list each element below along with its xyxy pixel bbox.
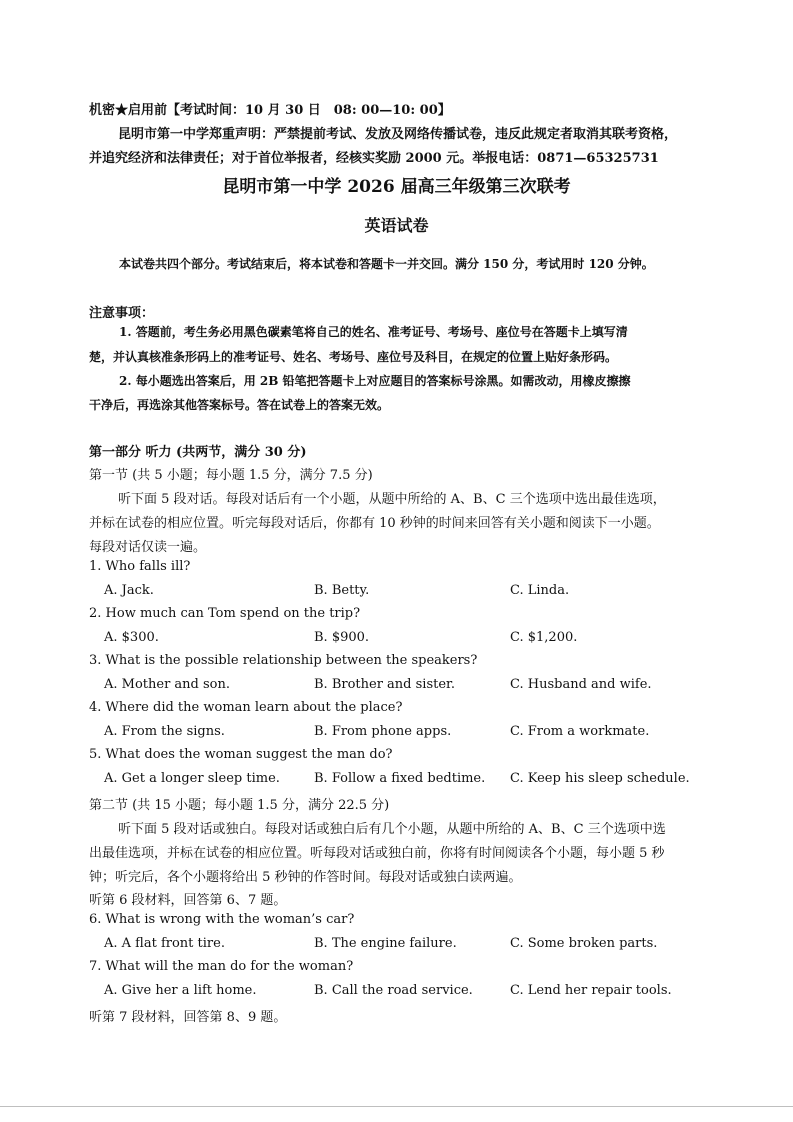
page-subtitle: 英语试卷 [364, 216, 429, 235]
option-a: A. Jack. [104, 583, 154, 598]
material-7: 听第 7 段材料，回答第 8、9 题。 [89, 1010, 287, 1025]
notes-item2-line2: 干净后，再选涂其他答案标号。答在试卷上的答案无效。 [89, 398, 390, 412]
exam-time-line: 机密★启用前【考试时间：10 月 30 日 08: 00—10: 00】 [89, 103, 451, 118]
section1-instr-line1: 听下面 5 段对话。每段对话后有一个小题，从题中所给的 A、B、C 三个选项中选出最佳选项， [118, 492, 666, 507]
option-c: C. Lend her repair tools. [510, 983, 672, 998]
option-b: B. Call the road service. [314, 983, 473, 998]
option-b: B. Betty. [314, 583, 370, 598]
option-a: A. $300. [104, 630, 159, 645]
option-a: A. Mother and son. [104, 677, 231, 692]
question: 2. How much can Tom spend on the trip? [89, 606, 361, 621]
section1-instr-line3: 每段对话仅读一遍。 [89, 540, 207, 555]
option-b: B. Brother and sister. [314, 677, 455, 692]
material-6: 听第 6 段材料，回答第 6、7 题。 [89, 893, 287, 908]
option-b: B. From phone apps. [314, 724, 452, 739]
option-b: B. Follow a fixed bedtime. [314, 771, 486, 786]
section2-instr-line2: 出最佳选项，并标在试卷的相应位置。听每段对话或独白前，你将有时间阅读各个小题，每小题 5 秒 [89, 846, 665, 861]
exam-intro: 本试卷共四个部分。考试结束后，将本试卷和答题卡一并交回。满分 150 分，考试用时 120 分钟。 [119, 257, 654, 271]
option-a: A. Get a longer sleep time. [104, 771, 280, 786]
question: 7. What will the man do for the woman? [89, 959, 354, 974]
option-b: B. The engine failure. [314, 936, 457, 951]
question: 5. What does the woman suggest the man do? [89, 747, 393, 762]
page-bottom-divider [0, 1106, 793, 1107]
option-c: C. Husband and wife. [510, 677, 652, 692]
notes-item1-line1: 1. 答题前，考生务必用黑色碳素笔将自己的姓名、准考证号、考场号、座位号在答题卡上填写清 [119, 325, 628, 339]
notes-item2-line1: 2. 每小题选出答案后，用 2B 铅笔把答题卡上对应题目的答案标号涂黑。如需改动，用橡皮擦擦 [119, 374, 631, 388]
page-title: 昆明市第一中学 2026 届高三年级第三次联考 [222, 177, 571, 197]
option-c: C. Linda. [510, 583, 570, 598]
option-a: A. From the signs. [104, 724, 225, 739]
option-c: C. From a workmate. [510, 724, 650, 739]
option-c: C. Some broken parts. [510, 936, 658, 951]
option-a: A. A flat front tire. [104, 936, 225, 951]
section2-instr-line3: 钟；听完后，各个小题将给出 5 秒钟的作答时间。每段对话或独白读两遍。 [89, 870, 522, 885]
question: 3. What is the possible relationship between the speakers? [89, 653, 478, 668]
option-c: C. $1,200. [510, 630, 578, 645]
option-c: C. Keep his sleep schedule. [510, 771, 690, 786]
section2-heading: 第二节 (共 15 小题；每小题 1.5 分，满分 22.5 分) [89, 798, 390, 813]
notes-heading: 注意事项： [89, 306, 155, 321]
section1-heading: 第一节 (共 5 小题；每小题 1.5 分，满分 7.5 分) [89, 468, 373, 483]
notice-line-1: 昆明市第一中学郑重声明：严禁提前考试、发放及网络传播试卷，违反此规定者取消其联考资格， [118, 127, 678, 142]
question: 6. What is wrong with the woman’s car? [89, 912, 355, 927]
question: 1. Who falls ill? [89, 559, 191, 574]
part1-heading: 第一部分 听力 (共两节，满分 30 分) [89, 445, 307, 460]
section2-instr-line1: 听下面 5 段对话或独白。每段对话或独白后有几个小题，从题中所给的 A、B、C 三个选项中选 [118, 822, 666, 837]
question: 4. Where did the woman learn about the place? [89, 700, 403, 715]
option-b: B. $900. [314, 630, 370, 645]
section1-instr-line2: 并标在试卷的相应位置。听完每段对话后，你都有 10 秒钟的时间来回答有关小题和阅读下一小题。 [89, 516, 660, 531]
notice-line-2: 并追究经济和法律责任；对于首位举报者，经核实奖励 2000 元。举报电话：0871—65325731 [89, 151, 659, 166]
notes-item1-line2: 楚，并认真核准条形码上的准考证号、姓名、考场号、座位号及科目，在规定的位置上贴好条形码。 [89, 350, 618, 364]
option-a: A. Give her a lift home. [104, 983, 257, 998]
